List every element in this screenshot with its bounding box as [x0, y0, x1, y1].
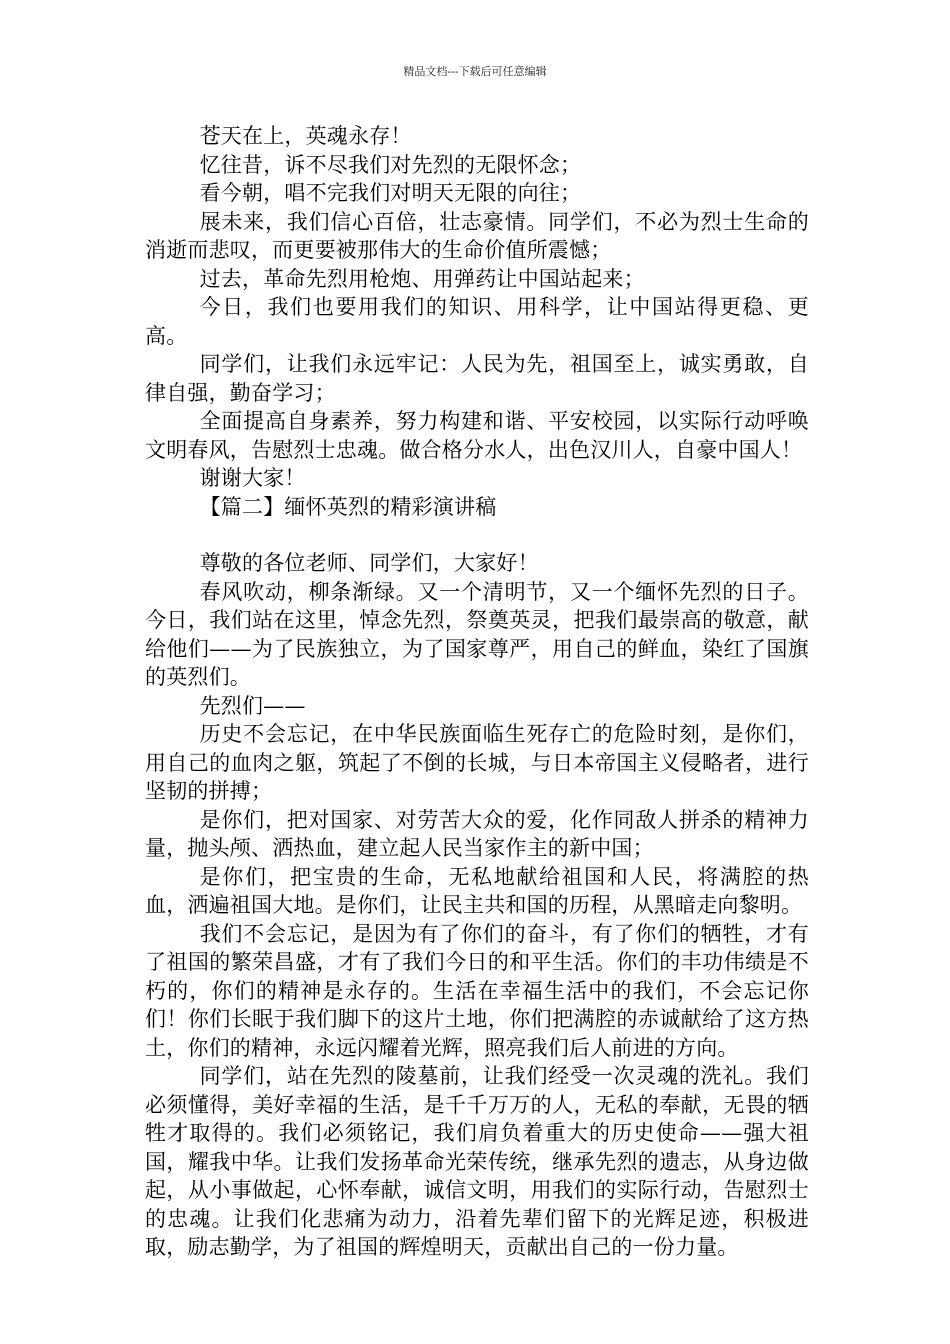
paragraph: 先烈们—— — [199, 693, 306, 718]
paragraph: 尊敬的各位老师、同学们，大家好！ — [199, 551, 539, 575]
paragraph: 谢谢大家！ — [199, 466, 306, 490]
paragraph: 春风吹动，柳条渐绿。又一个清明节，又一个缅怀先烈的日子。今日，我们站在这里，悼念先烈，祭奠英灵，把我们最崇高的敬意，献给他们——为了民族独立，为了国家尊严，用自己的鲜血，染红了国旗的英烈们。 — [145, 579, 809, 689]
paragraph: 历史不会忘记，在中华民族面临生死存亡的危险时刻，是你们，用自己的血肉之躯，筑起了不倒的长城，与日本帝国主义侵略者，进行坚韧的拼搏； — [145, 722, 809, 803]
document-body — [145, 122, 809, 1262]
paragraph: 我们不会忘记，是因为有了你们的奋斗，有了你们的牺牲，才有了祖国的繁荣昌盛，才有了我们今日的和平生活。你们的丰功伟绩是不朽的，你们的精神是永存的。生活在幸福生活中的我们，不会忘记你们！你们长眠于我们脚下的这片土地，你们把满腔的赤诚献给了这方热土，你们的精神，永远闪耀着光辉，照亮我们后人前进的方向。 — [145, 921, 809, 1060]
section-spacer — [145, 521, 809, 549]
section-title: 【篇二】缅怀英烈的精彩演讲稿 — [199, 494, 497, 519]
paragraph: 全面提高自身素养，努力构建和谐、平安校园，以实际行动呼唤文明春风，告慰烈士忠魂。做合格分水人，出色汉川人，自豪中国人！ — [145, 409, 809, 462]
paragraph: 看今朝，唱不完我们对明天无限的向往； — [199, 181, 582, 205]
paragraph: 同学们，让我们永远牢记：人民为先，祖国至上，诚实勇敢，自律自强，勤奋学习； — [145, 352, 809, 405]
paragraph: 苍天在上，英魂永存！ — [199, 124, 412, 148]
paragraph: 忆往昔，诉不尽我们对先烈的无限怀念； — [199, 152, 582, 177]
paragraph: 是你们，把宝贵的生命，无私地献给祖国和人民，将满腔的热血，洒遍祖国大地。是你们，让民主共和国的历程，从黑暗走向黎明。 — [145, 864, 809, 917]
paragraph: 今日，我们也要用我们的知识、用科学，让中国站得更稳、更高。 — [145, 295, 809, 348]
paragraph: 展未来，我们信心百倍，壮志豪情。同学们，不必为烈士生命的消逝而悲叹，而更要被那伟大的生命价值所震憾； — [145, 209, 809, 262]
paragraph: 是你们，把对国家、对劳苦大众的爱，化作同敌人拼杀的精神力量，抛头颅、洒热血，建立起人民当家作主的新中国； — [145, 807, 809, 860]
paragraph: 过去，革命先烈用枪炮、用弹药让中国站起来； — [199, 266, 645, 291]
paragraph: 同学们，站在先烈的陵墓前，让我们经受一次灵魂的洗礼。我们必须懂得，美好幸福的生活，是千千万万的人，无私的奉献，无畏的牺牲才取得的。我们必须铭记，我们肩负着重大的历史使命——强大祖国，耀我中华。让我们发扬革命光荣传统，继承先烈的遗志，从身边做起，从小事做起，心怀奉献，诚信文明，用我们的实际行动，告慰烈士的忠魂。让我们化悲痛为动力，沿着先辈们留下的光辉足迹，积极进取，励志勤学，为了祖国的辉煌明天，贡献出自己的一份力量。 — [145, 1064, 809, 1259]
page-header: 精品文档---下载后可任意编辑 — [403, 65, 547, 78]
